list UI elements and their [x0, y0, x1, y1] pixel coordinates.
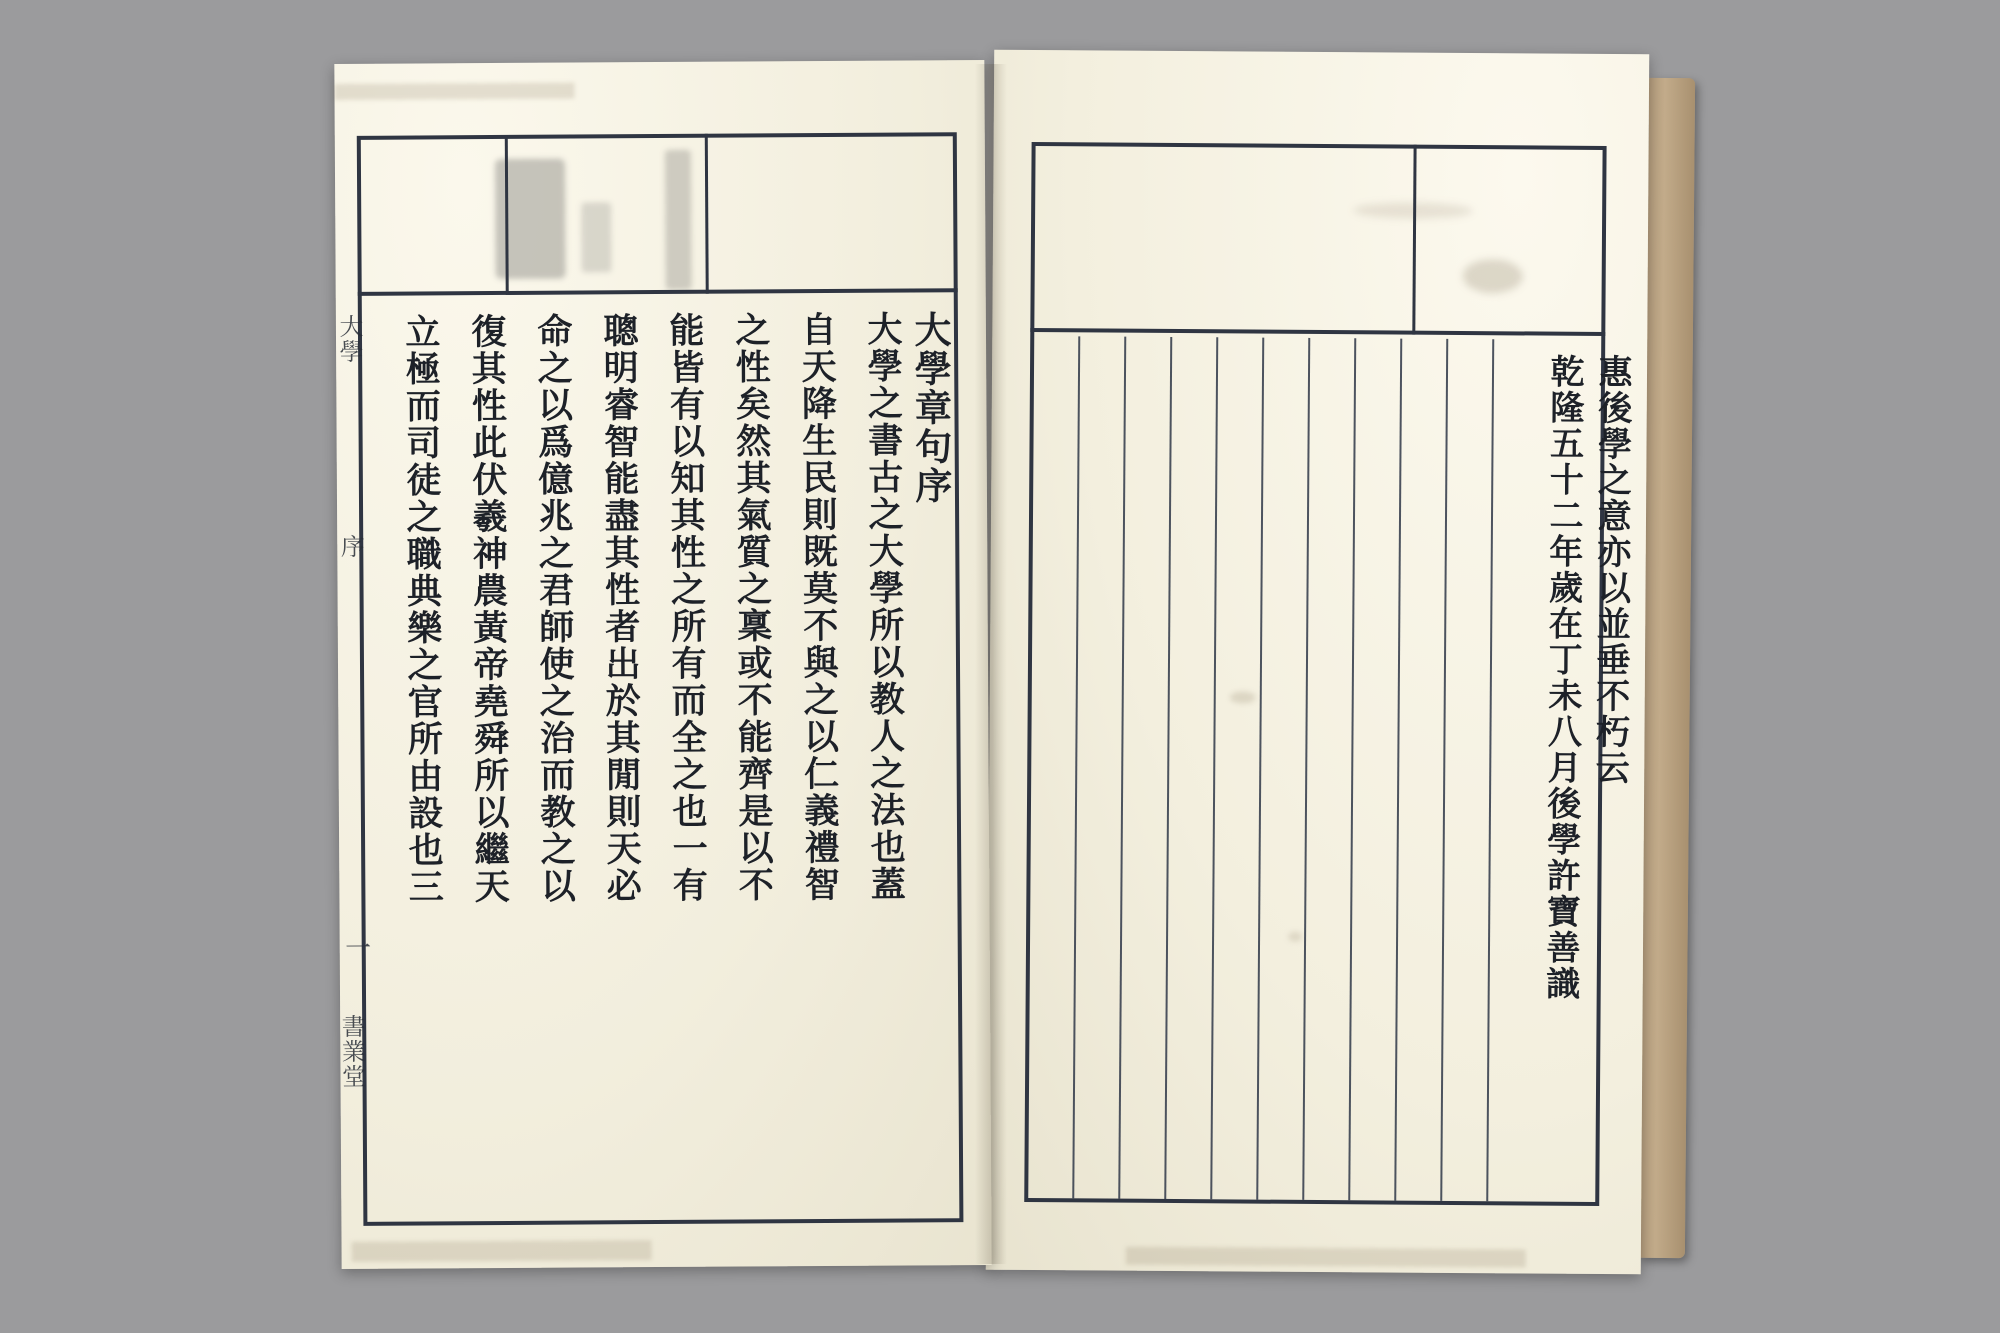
body-column-6: 命之以爲億兆之君師使之治而教之以	[531, 312, 577, 905]
section-title: 大學章句序	[907, 310, 954, 506]
body-column-1: 大學之書古之大學所以教人之法也蓋	[861, 310, 907, 903]
page-right	[986, 50, 1650, 1275]
body-column-7: 復其性此伏羲神農黃帝堯舜所以繼天	[465, 312, 511, 906]
body-column-2: 自天降生民則既莫不與之以仁義禮智	[795, 310, 841, 904]
banxin-section: 序	[336, 533, 365, 559]
banxin-publisher: 書業堂	[337, 1013, 366, 1089]
page-left	[334, 60, 991, 1269]
body-column-5: 聰明睿智能盡其性者出於其閒則天必	[597, 312, 643, 905]
colophon-column-2: 乾隆五十二年歲在丁未八月後學許寶善識	[1539, 353, 1585, 1002]
colophon-column-1: 惠後學之意亦以並垂不朽云	[1589, 353, 1633, 787]
banxin-title: 大學	[334, 313, 364, 364]
page-edge-wear	[352, 1240, 652, 1262]
body-column-8: 立極而司徒之職典樂之官所由設也三	[399, 313, 445, 906]
body-column-3: 之性矣然其氣質之稟或不能齊是以不	[729, 311, 775, 904]
open-book	[330, 50, 1690, 1290]
body-column-4: 能皆有以知其性之所有而全之也一有	[663, 311, 709, 904]
page-number: 一	[340, 933, 371, 961]
right-page-header-band	[1030, 142, 1606, 336]
left-page-header-band	[357, 132, 958, 296]
page-edge-wear	[1126, 1247, 1526, 1268]
page-edge-wear	[334, 83, 574, 100]
